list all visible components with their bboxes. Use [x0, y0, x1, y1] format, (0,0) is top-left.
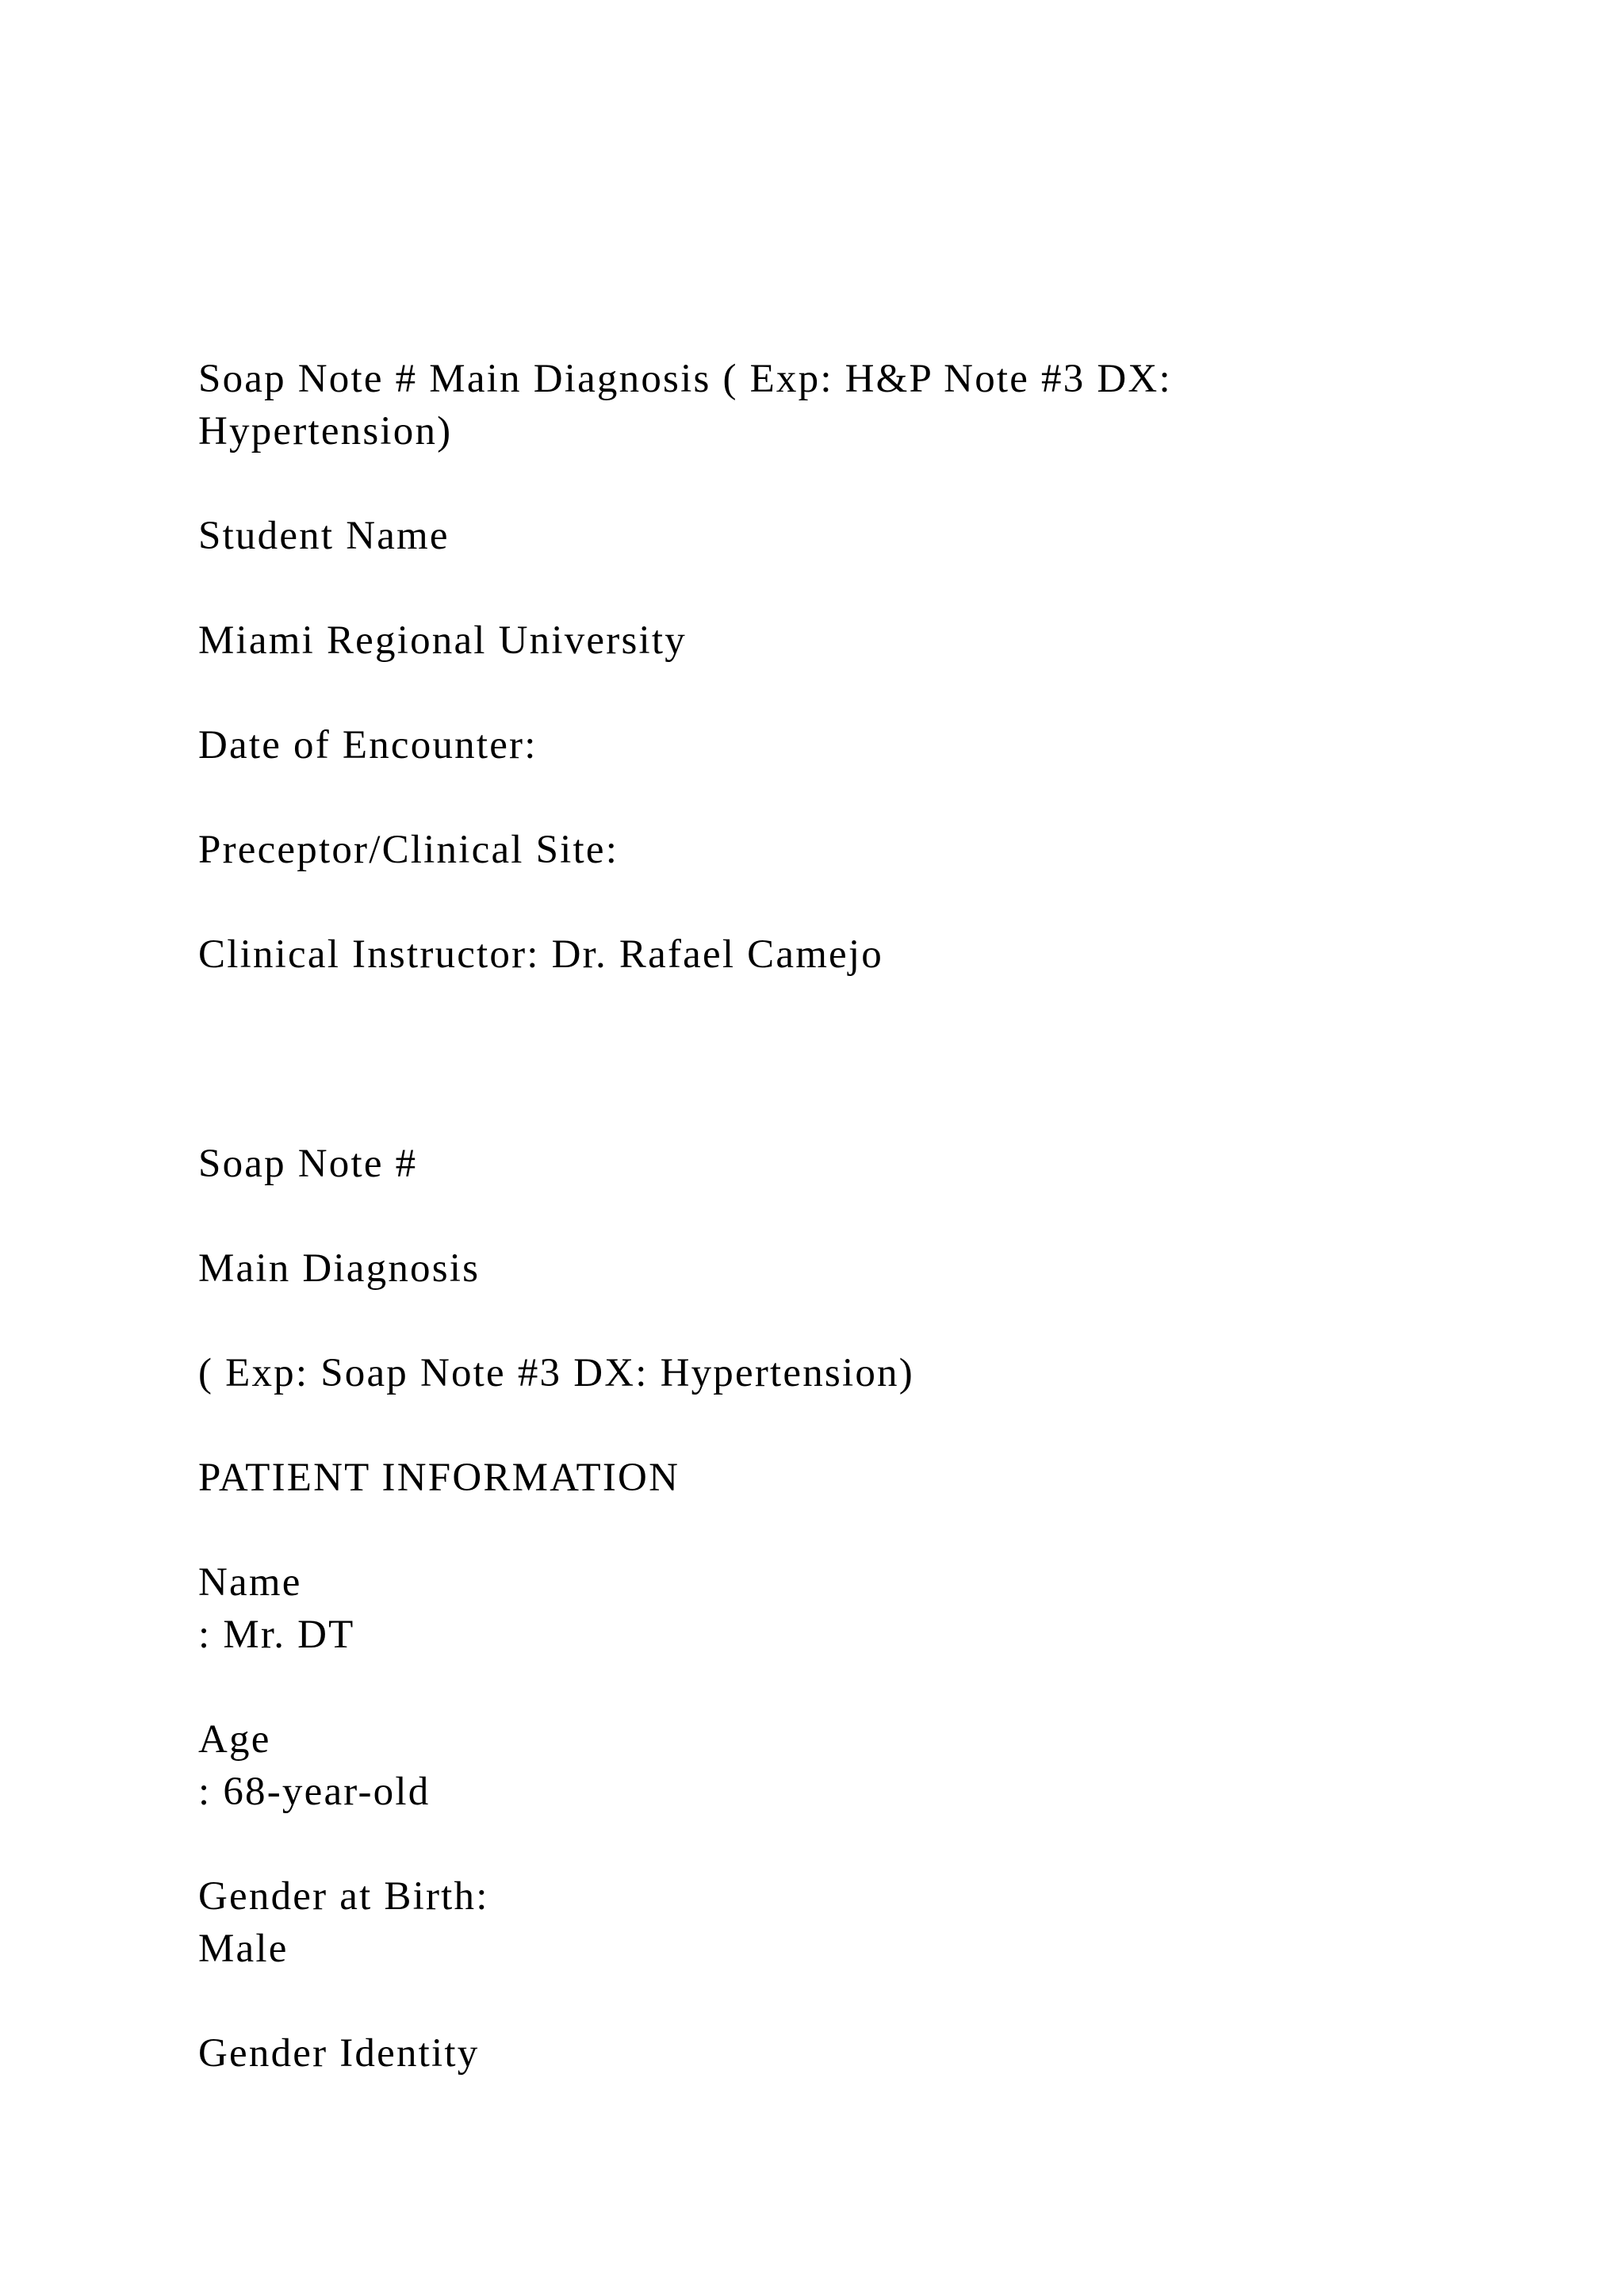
preceptor-clinical-site: Preceptor/Clinical Site:: [198, 828, 619, 872]
patient-name-field: [198, 1556, 355, 1661]
gender-identity-label: Gender Identity: [198, 2031, 480, 2076]
patient-name-label: Name: [198, 1560, 302, 1605]
diagnosis-example: ( Exp: Soap Note #3 DX: Hypertension): [198, 1351, 914, 1395]
clinical-instructor: Clinical Instructor: Dr. Rafael Camejo: [198, 932, 883, 977]
patient-age-label: Age: [198, 1717, 271, 1762]
document-title-line-1: Soap Note # Main Diagnosis ( Exp: H&P Note #3 DX:: [198, 357, 1172, 401]
gender-at-birth-value: Male: [198, 1927, 289, 1971]
university-name: Miami Regional University: [198, 618, 687, 663]
document-title-line-2: Hypertension): [198, 409, 453, 453]
student-name: Student Name: [198, 514, 450, 558]
soap-note-heading: Soap Note #: [198, 1142, 418, 1186]
main-diagnosis-heading: Main Diagnosis: [198, 1246, 481, 1291]
patient-age-field: [198, 1713, 430, 1818]
date-of-encounter: Date of Encounter:: [198, 723, 538, 767]
gender-at-birth-label: Gender at Birth:: [198, 1874, 489, 1919]
document-title: [198, 353, 1172, 457]
patient-age-value: : 68-year-old: [198, 1770, 431, 1814]
patient-name-value: : Mr. DT: [198, 1613, 355, 1657]
gender-at-birth-field: [198, 1870, 489, 1975]
patient-information-heading: PATIENT INFORMATION: [198, 1456, 680, 1500]
